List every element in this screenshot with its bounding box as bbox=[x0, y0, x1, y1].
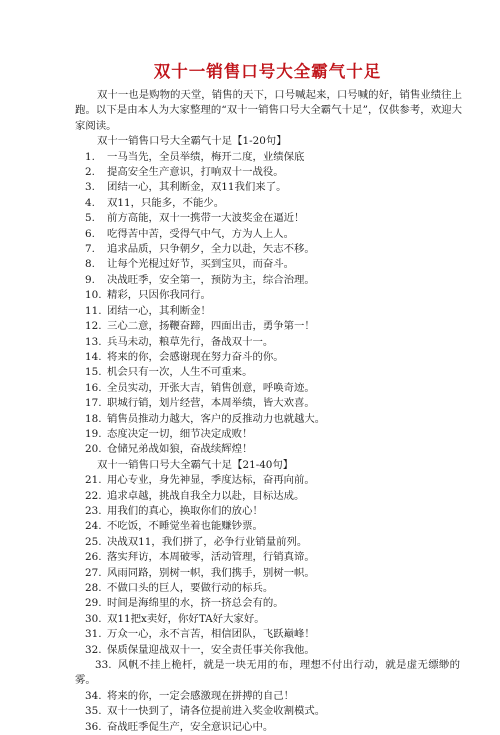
document-title: 双十一销售口号大全霸气十足 bbox=[153, 62, 382, 81]
slogan-item bbox=[85, 550, 460, 565]
slogan-item bbox=[85, 581, 460, 596]
slogan-number: 26. bbox=[85, 551, 102, 564]
slogan-text: 追求品质，只争朝夕，全力以赴，矢志不移。 bbox=[107, 243, 315, 256]
slogan-number: 21. bbox=[85, 474, 102, 487]
slogan-text: 三心二意，扬鞭奋蹄，四面出击，勇争第一！ bbox=[107, 320, 315, 333]
slogan-text: 团结一心，其利断金！ bbox=[107, 304, 211, 317]
slogan-number: 17. bbox=[85, 397, 102, 410]
slogan-text: 落实拜访，本周破零，活动管理，行销真谛。 bbox=[107, 551, 315, 564]
slogan-number: 10. bbox=[85, 289, 102, 302]
slogan-item bbox=[85, 365, 460, 380]
slogan-number: 13. bbox=[85, 335, 102, 348]
section-heading-21-40: 双十一销售口号大全霸气十足【21-40句】 bbox=[97, 458, 294, 471]
slogan-item bbox=[85, 396, 460, 411]
slogan-item bbox=[85, 720, 460, 735]
slogan-item bbox=[85, 319, 460, 334]
slogan-number: 18. bbox=[85, 412, 102, 425]
slogan-item bbox=[85, 273, 460, 288]
section-heading-1-20: 双十一销售口号大全霸气十足【1-20句】 bbox=[97, 135, 287, 148]
slogan-text: 仓储兄弟战如狼，奋战续辉煌！ bbox=[107, 443, 253, 456]
slogan-text: 兵马未动，粮草先行，备战双十一。 bbox=[107, 335, 274, 348]
slogan-number: 34. bbox=[85, 689, 102, 702]
slogan-item bbox=[85, 504, 460, 519]
slogan-text: 双11，只能多，不能少。 bbox=[107, 196, 225, 209]
slogan-item bbox=[85, 612, 460, 627]
slogan-number: 5. bbox=[85, 212, 95, 225]
slogan-text: 职城行销，划片经营，本周举绩，皆大欢喜。 bbox=[107, 397, 315, 410]
slogan-text: 前方高能，双十一携带一大波奖金在逼近！ bbox=[107, 212, 305, 225]
slogan-text: 追求卓越，挑战自我全力以赴，目标达成。 bbox=[107, 489, 305, 502]
slogan-text: 将来的你，一定会感激现在拼搏的自己！ bbox=[107, 689, 295, 702]
slogan-number: 14. bbox=[85, 350, 102, 363]
slogan-number: 35. bbox=[85, 705, 102, 718]
slogan-number: 3. bbox=[85, 181, 95, 194]
slogan-item bbox=[85, 180, 460, 195]
slogan-number: 12. bbox=[85, 320, 102, 333]
slogan-text: 吃得苦中苦，受得气中气，方为人上人。 bbox=[107, 227, 295, 240]
slogan-text: 让每个光棍过好节，买到宝贝，而奋斗。 bbox=[107, 258, 295, 271]
slogan-item bbox=[85, 596, 460, 611]
slogan-number: 30. bbox=[85, 612, 102, 625]
slogan-text: 双11把x卖好，你好TA好大家好。 bbox=[107, 612, 265, 625]
slogan-number: 32. bbox=[85, 643, 102, 656]
intro-paragraph: 双十一也是购物的天堂，销售的天下，口号喊起来，口号喊的好，销售业绩往上跑。以下是由本人为大家整理的“双十一销售口号大全霸气十足”，仅供参考，欢迎大家阅读。 bbox=[75, 89, 462, 132]
slogan-number: 31. bbox=[85, 628, 102, 641]
slogan-number: 29. bbox=[85, 597, 102, 610]
slogan-text: 时间是海绵里的水，挤一挤总会有的。 bbox=[107, 597, 284, 610]
slogan-item bbox=[85, 165, 460, 180]
slogan-text: 决战旺季，安全第一，预防为主，综合治理。 bbox=[107, 273, 315, 286]
slogan-number: 24. bbox=[85, 520, 102, 533]
slogan-number: 11. bbox=[85, 304, 102, 317]
slogan-number: 33. bbox=[95, 659, 112, 672]
slogan-number: 4. bbox=[85, 196, 95, 209]
slogan-number: 36. bbox=[85, 720, 102, 733]
slogan-number: 19. bbox=[85, 427, 102, 440]
slogan-text: 精彩，只因你我同行。 bbox=[107, 289, 211, 302]
slogan-number: 1. bbox=[85, 150, 95, 163]
slogan-item bbox=[85, 473, 460, 488]
slogan-number: 20. bbox=[85, 443, 102, 456]
slogan-number: 16. bbox=[85, 381, 102, 394]
slogan-item bbox=[85, 442, 460, 457]
slogan-text: 风雨同路，别树一帜，我们携手，别树一帜。 bbox=[107, 566, 315, 579]
slogan-text: 全员实动，开张大吉，销售创意，呼唤奇迹。 bbox=[107, 381, 315, 394]
slogan-item bbox=[85, 427, 460, 442]
slogan-text: 机会只有一次，人生不可重来。 bbox=[107, 366, 253, 379]
slogan-number: 9. bbox=[85, 273, 95, 286]
slogan-item bbox=[85, 196, 460, 211]
slogan-item bbox=[85, 535, 460, 550]
slogan-text: 用心专业，身先神显，季度达标，奋再向前。 bbox=[107, 474, 315, 487]
slogan-text: 一马当先，全员举绩，梅开二度，业绩保底 bbox=[107, 150, 305, 163]
slogan-list-1-20 bbox=[85, 150, 460, 458]
slogan-text: 保质保量迎战双十一，安全责任事关你我他。 bbox=[107, 643, 315, 656]
slogan-text: 不吃饭，不睡觉坐着也能赚钞票。 bbox=[107, 520, 263, 533]
slogan-number: 2. bbox=[85, 166, 95, 179]
slogan-text: 提高安全生产意识，打响双十一战役。 bbox=[107, 166, 284, 179]
slogan-number: 8. bbox=[85, 258, 95, 271]
slogan-number: 15. bbox=[85, 366, 102, 379]
slogan-text: 双十一快到了，请各位提前进入奖金收割模式。 bbox=[107, 705, 326, 718]
slogan-item bbox=[85, 689, 460, 704]
slogan-item bbox=[85, 227, 460, 242]
slogan-list-21-40 bbox=[75, 473, 460, 735]
slogan-item bbox=[85, 519, 460, 534]
slogan-item bbox=[75, 658, 460, 689]
slogan-item bbox=[85, 381, 460, 396]
slogan-item bbox=[85, 211, 460, 226]
slogan-item bbox=[85, 150, 460, 165]
slogan-item bbox=[85, 566, 460, 581]
slogan-number: 28. bbox=[85, 582, 102, 594]
slogan-number: 6. bbox=[85, 227, 95, 240]
slogan-item bbox=[85, 627, 460, 642]
slogan-item bbox=[85, 288, 460, 303]
slogan-text: 奋战旺季促生产，安全意识记心中。 bbox=[107, 720, 274, 733]
slogan-text: 将来的你，会感谢现在努力奋斗的你。 bbox=[107, 350, 284, 363]
slogan-item bbox=[85, 350, 460, 365]
slogan-text: 风帆不挂上桅杆，就是一块无用的布，理想不付出行动，就是虚无缥缈的雾。 bbox=[75, 659, 460, 687]
slogan-text: 万众一心，永不言苦，相信团队，飞跃巅峰！ bbox=[107, 628, 315, 641]
slogan-number: 27. bbox=[85, 566, 102, 579]
slogan-item bbox=[85, 257, 460, 272]
slogan-number: 25. bbox=[85, 535, 102, 548]
slogan-number: 22. bbox=[85, 489, 102, 502]
slogan-item bbox=[85, 304, 460, 319]
slogan-number: 23. bbox=[85, 504, 102, 517]
slogan-item bbox=[85, 489, 460, 504]
slogan-text: 用我们的真心，换取你们的放心！ bbox=[107, 504, 263, 517]
slogan-item bbox=[85, 412, 460, 427]
slogan-text: 销售员推动力越大，客户的反推动力也就越大。 bbox=[107, 412, 326, 425]
slogan-text: 团结一心，其利断金，双11我们来了。 bbox=[107, 181, 287, 194]
slogan-number: 7. bbox=[85, 243, 95, 256]
slogan-item bbox=[85, 643, 460, 658]
slogan-text: 决战双11，我们拼了，必争行业销量前列。 bbox=[107, 535, 308, 548]
slogan-text: 不做口头的巨人，要做行动的标兵。 bbox=[107, 582, 274, 594]
slogan-text: 态度决定一切，细节决定成败！ bbox=[107, 427, 253, 440]
slogan-item bbox=[85, 242, 460, 257]
slogan-item bbox=[85, 335, 460, 350]
